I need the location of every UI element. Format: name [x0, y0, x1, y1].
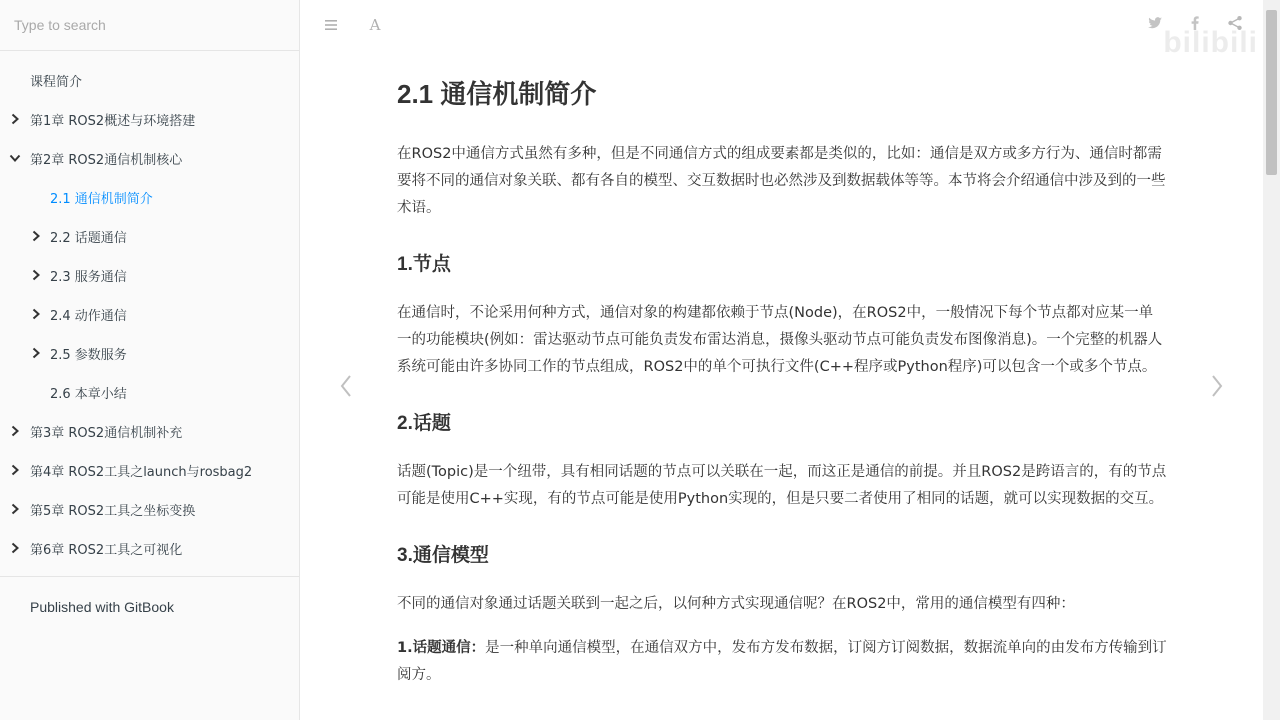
toc-item-label: 2.6 本章小结	[50, 387, 127, 402]
toc-item[interactable]	[0, 529, 299, 568]
comm-model-paragraph: 不同的通信对象通过话题关联到一起之后，以何种方式实现通信呢？在ROS2中，常用的通信模型有四种：	[397, 596, 1075, 612]
page-scrollbar[interactable]	[1263, 0, 1280, 720]
toc-item-label: 2.1 通信机制简介	[50, 192, 153, 207]
chevron-right-icon[interactable]	[9, 425, 21, 437]
chevron-right-icon[interactable]	[9, 503, 21, 515]
chevron-right-icon[interactable]	[9, 113, 21, 125]
article-content	[397, 74, 1167, 689]
search-input[interactable]	[14, 17, 285, 33]
table-of-contents	[0, 51, 299, 568]
chevron-right-icon[interactable]	[30, 347, 42, 359]
toc-item-label: 第6章 ROS2工具之可视化	[30, 543, 183, 558]
toc-item-label: 2.3 服务通信	[50, 270, 127, 285]
published-with-gitbook-link[interactable]: Published with GitBook	[30, 599, 174, 615]
comm-model-item-1	[397, 635, 1167, 689]
chevron-right-icon[interactable]	[9, 464, 21, 476]
next-page-arrow-icon[interactable]	[1207, 372, 1227, 400]
toc-item[interactable]	[0, 412, 299, 451]
section-heading-comm-model: 3.通信模型	[397, 545, 489, 566]
toc-item-label: 课程简介	[30, 75, 83, 90]
previous-page-arrow-icon[interactable]	[336, 372, 356, 400]
toc-item[interactable]	[0, 178, 299, 217]
toc-item[interactable]	[0, 217, 299, 256]
chevron-right-icon[interactable]	[30, 230, 42, 242]
toc-item[interactable]	[0, 373, 299, 412]
page-title: 2.1 通信机制简介	[397, 79, 597, 109]
toc-item-label: 2.4 动作通信	[50, 309, 127, 324]
toc-item[interactable]	[0, 61, 299, 100]
toc-item-label: 第3章 ROS2通信机制补充	[30, 426, 183, 441]
toc-item-label: 第1章 ROS2概述与环境搭建	[30, 114, 196, 129]
hamburger-icon[interactable]	[322, 16, 340, 34]
section-heading-node: 1.节点	[397, 254, 451, 275]
toc-item[interactable]	[0, 490, 299, 529]
twitter-icon[interactable]	[1146, 14, 1164, 32]
font-settings-icon[interactable]: A	[369, 16, 381, 34]
toc-item-label: 第5章 ROS2工具之坐标变换	[30, 504, 196, 519]
toc-item[interactable]	[0, 100, 299, 139]
toc-item[interactable]	[0, 256, 299, 295]
chevron-right-icon[interactable]	[9, 542, 21, 554]
toc-item-label: 2.5 参数服务	[50, 348, 127, 363]
toc-item-label: 第4章 ROS2工具之launch与rosbag2	[30, 465, 253, 480]
toolbar-left	[322, 16, 384, 34]
comm-model-item-1-label: 1.话题通信：	[397, 640, 486, 656]
toc-item[interactable]	[0, 295, 299, 334]
toc-item[interactable]	[0, 334, 299, 373]
section-heading-topic: 2.话题	[397, 413, 451, 434]
chevron-right-icon[interactable]	[30, 308, 42, 320]
toc-item-label: 第2章 ROS2通信机制核心	[30, 153, 183, 168]
toc-item[interactable]	[0, 451, 299, 490]
intro-paragraph: 在ROS2中通信方式虽然有多种，但是不同通信方式的组成要素都是类似的，比如：通信是双方或多方行为、通信时都需要将不同的通信对象关联、都有各自的模型、交互数据时也必然涉及到数据载体等等。本节将会介绍通信中涉及到的一些术语。	[397, 146, 1166, 216]
search-box	[0, 0, 299, 51]
topic-paragraph: 话题(Topic)是一个纽带，具有相同话题的节点可以关联在一起，而这正是通信的前提。并且ROS2是跨语言的，有的节点可能是使用C++实现，有的节点可能是使用Python实现的，但是只要二者使用了相同的话题，就可以实现数据的交互。	[397, 464, 1167, 507]
sidebar-divider	[0, 576, 299, 577]
node-paragraph: 在通信时，不论采用何种方式，通信对象的构建都依赖于节点(Node)，在ROS2中，一般情况下每个节点都对应某一单一的功能模块(例如：雷达驱动节点可能负责发布雷达消息，摄像头驱动节点可能负责发布图像消息)。一个完整的机器人系统可能由许多协同工作的节点组成，ROS2中的单个可执行文件(C++程序或Python程序)可以包含一个或多个节点。	[397, 305, 1163, 375]
sidebar	[0, 0, 300, 720]
toc-item[interactable]	[0, 139, 299, 178]
bilibili-watermark-logo: bilibili	[1163, 26, 1258, 59]
comm-model-item-1-text: 是一种单向通信模型，在通信双方中，发布方发布数据，订阅方订阅数据，数据流单向的由发布方传输到订阅方。	[397, 640, 1167, 683]
scrollbar-thumb[interactable]	[1266, 10, 1277, 175]
chevron-down-icon[interactable]	[9, 152, 21, 164]
chevron-right-icon[interactable]	[30, 269, 42, 281]
toc-item-label: 2.2 话题通信	[50, 231, 127, 246]
